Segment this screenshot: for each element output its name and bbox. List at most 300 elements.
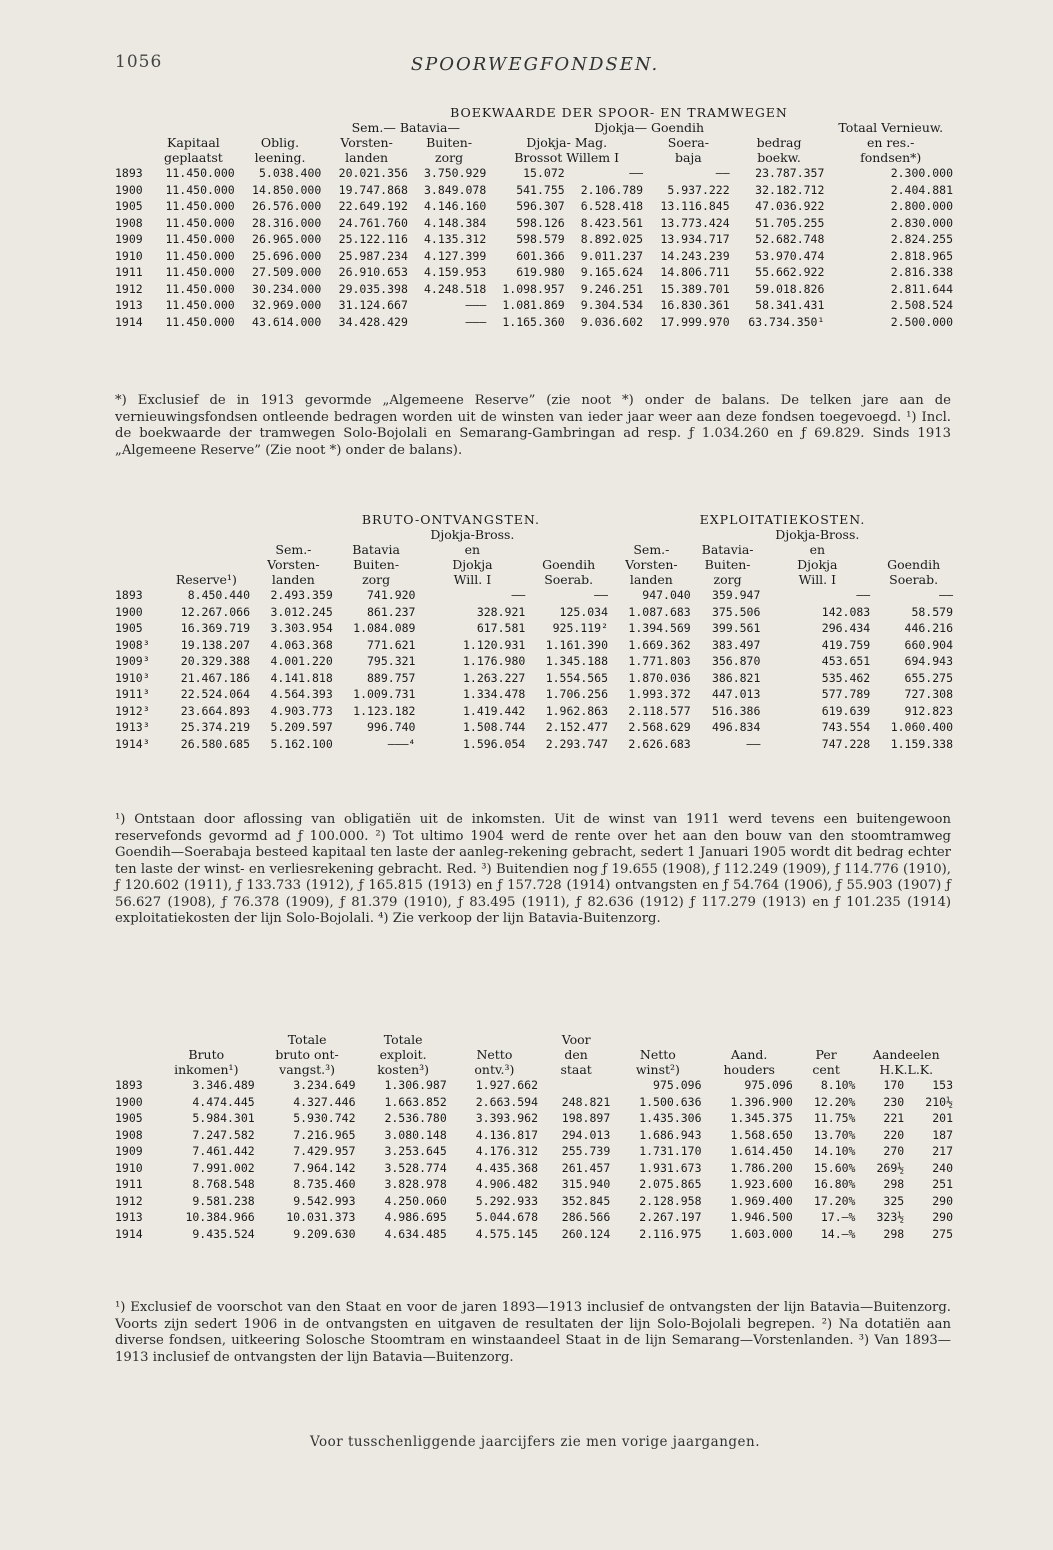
value-cell: 3.828.978 (384, 1177, 447, 1191)
column-header: Netto (476, 1047, 513, 1062)
value-cell: 2.663.594 (475, 1094, 539, 1109)
value-cell: 861.237 (367, 604, 416, 619)
value-cell: 26.576.000 (252, 199, 322, 213)
table1-caption: BOEKWAARDE DER SPOOR- EN TRAMWEGEN (450, 105, 788, 120)
page-header (115, 52, 955, 82)
column-header: en (809, 542, 826, 557)
column-header (527, 542, 610, 557)
value-cell: 9.209.630 (293, 1226, 356, 1241)
table3-header-row (115, 1032, 955, 1047)
table-row (115, 165, 955, 182)
value-cell: 9.246.251 (580, 281, 644, 296)
value-cell: 535.462 (821, 670, 871, 685)
value-cell: 1.786.200 (730, 1160, 793, 1175)
value-cell: 20.021.356 (338, 166, 408, 180)
value-cell: 1.334.478 (462, 687, 526, 701)
table-row (115, 703, 955, 720)
column-header: geplaatst (164, 150, 223, 165)
table-row (115, 198, 955, 215)
value-cell: 1.923.600 (730, 1177, 793, 1191)
column-header (252, 527, 335, 542)
value-cell: 13.773.424 (660, 215, 730, 230)
footer-note: Voor tusschenliggende jaarcijfers zie men vorige jaargangen. (309, 1434, 761, 1450)
table-row (115, 1160, 955, 1177)
value-cell: 947.040 (642, 588, 691, 602)
value-cell: 617.581 (476, 621, 526, 635)
value-cell: 22.524.064 (180, 687, 251, 701)
value-cell: ——— (465, 314, 487, 329)
table3-footnote: ¹) Exclusief de voorschot van den Staat en voor de jaren 1893—1913 inclusief de ontvangsten der lijn Batavia—Buitenzorg. Voorts zijn sedert 1906 in de ontvangsten en uitgaven de resultaten der lijn Solo-Bojolali begrepen. ²) Na dotatiën aan diverse fondsen, uitkeering Solosche Stoomtram en winstaandeel Staat in de lijn Semarang—Vorstenlanden. ³) Van 1893—1913 inclusief de ontvangsten der lijn Batavia—Buitenzorg. (115, 1300, 951, 1365)
table-row (115, 314, 955, 331)
value-cell: 15.60% (813, 1160, 856, 1175)
value-cell: 11.450.000 (165, 314, 235, 329)
value-cell: 4.063.368 (270, 637, 333, 652)
value-cell: 771.621 (367, 637, 416, 652)
year-cell: 1910 (115, 248, 143, 263)
column-header: Goendih (887, 557, 941, 572)
value-cell: 201 (932, 1111, 953, 1125)
value-cell: 22.649.192 (338, 199, 408, 213)
value-cell: 2.116.975 (639, 1226, 702, 1241)
value-cell: 7.429.957 (293, 1144, 356, 1158)
value-cell: 26.965.000 (252, 232, 322, 246)
value-cell: 1.993.372 (628, 687, 691, 701)
value-cell: 2.118.577 (628, 703, 691, 718)
column-header: Sem.- (633, 542, 670, 557)
value-cell: 11.450.000 (165, 248, 235, 263)
value-cell: 741.920 (367, 588, 416, 602)
column-header: bruto ont- (275, 1047, 339, 1062)
value-cell: 8.10% (820, 1078, 856, 1092)
value-cell: 3.528.774 (384, 1160, 447, 1175)
table2-header-row (115, 542, 955, 557)
value-cell: 1.306.987 (384, 1078, 447, 1092)
value-cell: 14.10% (813, 1144, 856, 1158)
column-header: boekw. (757, 150, 801, 165)
value-cell: 220 (883, 1127, 905, 1142)
column-header: landen (629, 572, 673, 587)
value-cell: 1.120.931 (462, 637, 526, 652)
column-header (612, 1032, 703, 1047)
value-cell: 13.70% (813, 1127, 856, 1142)
value-cell: 889.757 (367, 670, 416, 685)
value-cell: 541.755 (516, 182, 565, 197)
value-cell: 59.018.826 (755, 281, 825, 296)
value-cell: 446.216 (904, 621, 953, 635)
value-cell: 1.263.227 (462, 670, 526, 685)
column-header: leening. (254, 150, 306, 165)
value-cell: 2.508.524 (890, 298, 953, 312)
table-row (115, 587, 955, 604)
value-cell: 2.536.780 (384, 1111, 447, 1125)
value-cell: 655.275 (904, 670, 953, 685)
column-header: Totaal Vernieuw. (838, 120, 944, 135)
table2-header-row (115, 527, 955, 542)
year-cell: 1908³ (115, 637, 150, 652)
value-cell: 290 (932, 1193, 953, 1208)
value-cell: 11.450.000 (165, 182, 235, 197)
table-row (115, 1110, 955, 1127)
year-cell: 1893 (115, 166, 143, 180)
value-cell: 399.561 (711, 621, 761, 635)
value-cell: 125.034 (559, 604, 609, 619)
year-cell: 1905 (115, 1111, 143, 1125)
column-header: Buiten- (353, 557, 400, 572)
column-header: Buiten- (426, 135, 473, 150)
column-header (795, 1032, 858, 1047)
value-cell: 1.614.450 (730, 1144, 793, 1158)
value-cell: 9.304.534 (580, 298, 644, 312)
column-header: Oblig. (260, 135, 300, 150)
value-cell: 359.947 (711, 588, 761, 602)
table-row (115, 1094, 955, 1111)
column-header: Batavia- (701, 542, 754, 557)
value-cell: 10.031.373 (286, 1210, 356, 1224)
table-row (115, 182, 955, 199)
value-cell: 2.830.000 (890, 215, 953, 230)
value-cell: 4.250.060 (384, 1193, 447, 1208)
value-cell: 16.80% (813, 1177, 856, 1191)
value-cell: 32.182.712 (755, 182, 825, 197)
value-cell: 142.083 (821, 604, 871, 619)
table1-header-row (115, 135, 955, 150)
value-cell: 26.580.685 (180, 736, 251, 751)
value-cell: 6.528.418 (580, 199, 644, 213)
value-cell: 3.080.148 (384, 1127, 447, 1142)
value-cell: 1.500.636 (639, 1094, 702, 1109)
value-cell: 9.435.524 (192, 1226, 255, 1241)
table-row (115, 1143, 955, 1160)
column-header (704, 1032, 795, 1047)
value-cell: 2.404.881 (890, 182, 953, 197)
value-cell: 2.300.000 (890, 166, 953, 180)
value-cell: 5.937.222 (667, 182, 730, 197)
value-cell: 5.292.933 (475, 1193, 539, 1208)
column-header: H.K.L.K. (879, 1062, 934, 1077)
column-header: Kapitaal (167, 135, 220, 150)
value-cell: 4.127.399 (423, 248, 487, 263)
value-cell: 298 (883, 1177, 905, 1191)
value-cell: 4.564.393 (270, 687, 333, 701)
value-cell: 2.816.338 (890, 265, 953, 279)
value-cell: 3.012.245 (270, 604, 333, 619)
value-cell: 3.234.649 (293, 1078, 356, 1092)
value-cell: 375.506 (711, 604, 761, 619)
value-cell: 4.906.482 (475, 1177, 539, 1191)
value-cell: 1.931.673 (639, 1160, 702, 1175)
year-cell: 1909 (115, 232, 143, 246)
value-cell: 3.393.962 (475, 1111, 539, 1125)
value-cell: 4.634.485 (384, 1226, 447, 1241)
column-header (115, 527, 161, 542)
value-cell: 7.461.442 (192, 1144, 255, 1158)
column-header (857, 1032, 955, 1047)
value-cell: 4.001.220 (270, 654, 333, 668)
value-cell (540, 1077, 612, 1094)
value-cell: 2.626.683 (628, 736, 691, 751)
year-cell: 1912 (115, 281, 143, 296)
value-cell: 4.903.773 (270, 703, 333, 718)
table2-footnote: ¹) Ontstaan door aflossing van obligatiën uit de inkomsten. Uit de winst van 1911 werd tevens een buitengewoon reservefonds gevormd ad ƒ 100.000. ²) Tot ultimo 1904 werd de rente over het aan den bouw van den stoomtramweg Goendih—Soerabaja besteed kapitaal ten laste der aanleg-rekening gebracht, sedert 1 Januari 1905 wordt dit bedrag echter ten laste der winst- en verliesrekening gebracht. Red. ³) Buitendien nog ƒ 19.655 (1908), ƒ 112.249 (1909), ƒ 114.776 (1910), ƒ 120.602 (1911), ƒ 133.733 (1912), ƒ 165.815 (1913) en ƒ 157.728 (1914) ontvangsten en ƒ 54.764 (1906), ƒ 55.903 (1907) ƒ 56.627 (1908), ƒ 76.378 (1909), ƒ 81.379 (1910), ƒ 83.495 (1911), ƒ 82.636 (1912) ƒ 117.279 (1913) en ƒ 101.235 (1914) exploitatiekosten der lijn Solo-Bojolali. ⁴) Zie verkoop der lijn Batavia-Buitenzorg. (115, 812, 951, 926)
value-cell: 294.013 (561, 1127, 611, 1142)
value-cell: 596.307 (516, 199, 565, 213)
value-cell: 996.740 (367, 720, 416, 734)
value-cell: 1.345.188 (545, 654, 609, 668)
column-header (610, 527, 693, 542)
value-cell: 14.850.000 (252, 182, 322, 197)
value-cell: 261.457 (561, 1160, 611, 1175)
value-cell: 23.664.893 (180, 703, 251, 718)
value-cell: 16.369.719 (180, 621, 251, 635)
value-cell: 28.316.000 (252, 215, 322, 230)
column-header: en (464, 542, 481, 557)
value-cell: 15.072 (523, 166, 565, 180)
year-cell: 1909³ (115, 654, 150, 668)
value-cell: 2.293.747 (545, 736, 609, 751)
value-cell: 11.450.000 (165, 166, 235, 180)
value-cell: ———⁴ (387, 736, 416, 751)
value-cell: 694.943 (904, 654, 953, 668)
value-cell: 63.734.350¹ (748, 314, 825, 329)
value-cell: 1.165.360 (502, 314, 565, 329)
table-row (115, 736, 955, 753)
value-cell: 1.419.442 (462, 703, 526, 718)
value-cell: 55.662.922 (755, 265, 825, 279)
value-cell: 17.20% (813, 1193, 856, 1208)
value-cell: 221 (883, 1111, 905, 1125)
column-header (115, 1062, 156, 1077)
column-header: exploit. (379, 1047, 427, 1062)
value-cell: 153 (932, 1078, 953, 1092)
year-cell: 1914³ (115, 736, 150, 751)
value-cell: 325 (883, 1193, 905, 1208)
value-cell: 4.135.312 (423, 232, 487, 246)
table-row (115, 1176, 955, 1193)
table-row (115, 248, 955, 265)
column-header: zorg (435, 150, 464, 165)
table-row (115, 215, 955, 232)
value-cell: 1.159.338 (890, 736, 953, 751)
value-cell: 25.987.234 (338, 248, 408, 263)
column-header (872, 527, 955, 542)
value-cell: —— (511, 588, 526, 602)
value-cell: 315.940 (561, 1177, 611, 1191)
value-cell: 1.962.863 (545, 703, 609, 718)
column-header: Totale (287, 1032, 327, 1047)
value-cell: 1.603.000 (730, 1226, 793, 1241)
value-cell: 619.980 (516, 265, 565, 279)
value-cell: 660.904 (904, 637, 953, 652)
value-cell: —— (629, 166, 644, 180)
column-header (732, 120, 827, 135)
value-cell: 19.138.207 (180, 637, 251, 652)
column-header: Djokja— Goendih (594, 120, 705, 135)
column-header (237, 120, 324, 135)
value-cell: 3.253.645 (384, 1144, 447, 1158)
column-header: inkomen¹) (174, 1062, 239, 1077)
value-cell: 2.824.255 (890, 232, 953, 246)
column-header: Vorsten- (625, 557, 678, 572)
value-cell: 1.706.256 (545, 687, 609, 701)
value-cell: 11.450.000 (165, 265, 235, 279)
column-header: Will. I (798, 572, 837, 587)
table1-header-row (115, 120, 955, 135)
table2-body (115, 587, 955, 752)
table-row (115, 281, 955, 298)
column-header (115, 120, 150, 135)
year-cell: 1912 (115, 1193, 143, 1208)
table1-header-row (115, 150, 955, 165)
value-cell: 2.500.000 (890, 314, 953, 329)
value-cell: 2.818.965 (890, 248, 953, 263)
column-header: Djokja-Bross. (430, 527, 515, 542)
value-cell: 58.341.431 (755, 298, 825, 312)
column-header: winst²) (635, 1062, 680, 1077)
value-cell: 17.999.970 (660, 314, 730, 329)
value-cell: 52.682.748 (755, 232, 825, 246)
value-cell: 1.161.390 (545, 637, 609, 652)
year-cell: 1913 (115, 1210, 143, 1224)
value-cell: 198.897 (561, 1111, 611, 1125)
column-header: houders (723, 1062, 775, 1077)
year-cell: 1908 (115, 215, 143, 230)
value-cell: 11.450.000 (165, 281, 235, 296)
value-cell: 8.450.440 (187, 588, 251, 602)
column-header: landen (345, 150, 389, 165)
value-cell: —— (715, 166, 730, 180)
table3-body (115, 1077, 955, 1242)
value-cell: 20.329.388 (180, 654, 251, 668)
value-cell: 2.568.629 (628, 720, 691, 734)
year-cell: 1912³ (115, 703, 150, 718)
column-header (527, 527, 610, 542)
table2-caption-left: BRUTO-ONTVANGSTEN. (361, 512, 541, 527)
column-header: en res.- (867, 135, 915, 150)
column-header (115, 557, 161, 572)
value-cell: 170 (883, 1078, 905, 1092)
column-header: Goendih (542, 557, 596, 572)
value-cell: 5.209.597 (270, 720, 333, 734)
value-cell: 577.789 (821, 687, 871, 701)
value-cell: 8.735.460 (293, 1177, 356, 1191)
table-row (115, 1127, 955, 1144)
value-cell: 323½ (876, 1210, 905, 1224)
value-cell: 1.123.182 (353, 703, 416, 718)
value-cell: 8.423.561 (580, 215, 644, 230)
value-cell: 11.450.000 (165, 215, 235, 230)
table-row (115, 719, 955, 736)
column-header: zorg (362, 572, 391, 587)
value-cell: 248.821 (561, 1094, 611, 1109)
column-header: Soerab. (889, 572, 939, 587)
value-cell: 1.771.803 (628, 654, 691, 668)
table-row (115, 686, 955, 703)
value-cell: 2.106.789 (580, 182, 644, 197)
value-cell: 2.267.197 (639, 1210, 702, 1224)
value-cell: 1.508.744 (462, 720, 526, 734)
value-cell: 24.761.760 (338, 215, 408, 230)
value-cell: 9.011.237 (580, 248, 644, 263)
value-cell: 2.128.958 (639, 1193, 702, 1208)
value-cell: 1.554.565 (545, 670, 609, 685)
column-header: Reserve¹) (175, 572, 237, 587)
value-cell: 4.148.384 (423, 215, 487, 230)
value-cell: 1.927.662 (475, 1078, 539, 1092)
column-header: bedrag (756, 135, 802, 150)
value-cell: 4.146.160 (423, 199, 487, 213)
value-cell: 29.035.398 (338, 281, 408, 296)
value-cell: 51.705.255 (755, 215, 825, 230)
value-cell: 1.870.036 (628, 670, 691, 685)
column-header (150, 120, 237, 135)
table-row (115, 1193, 955, 1210)
value-cell: 255.739 (561, 1144, 611, 1158)
value-cell: 9.581.238 (192, 1193, 255, 1208)
value-cell: 383.497 (711, 637, 761, 652)
value-cell: 30.234.000 (252, 281, 322, 296)
value-cell: 4.327.446 (293, 1094, 356, 1109)
column-header: Buiten- (704, 557, 751, 572)
value-cell: 11.450.000 (165, 199, 235, 213)
value-cell: 1.669.362 (628, 637, 691, 652)
value-cell: 5.930.742 (293, 1111, 356, 1125)
column-header: Vorsten- (340, 135, 393, 150)
table-row (115, 637, 955, 654)
table-row (115, 1077, 955, 1094)
column-header (156, 1032, 257, 1047)
year-cell: 1908 (115, 1127, 143, 1142)
value-cell: 598.579 (516, 232, 565, 246)
column-header: Netto (639, 1047, 676, 1062)
value-cell: 8.768.548 (192, 1177, 255, 1191)
value-cell: 4.159.953 (423, 265, 487, 279)
column-header: Djokja (452, 557, 493, 572)
column-header (115, 135, 150, 150)
value-cell: 7.991.002 (192, 1160, 255, 1175)
value-cell: 1.686.943 (639, 1127, 702, 1142)
value-cell: 453.651 (821, 654, 871, 668)
value-cell: 1.435.306 (639, 1111, 702, 1125)
value-cell: 1.568.650 (730, 1127, 793, 1142)
column-header: fondsen*) (860, 150, 922, 165)
value-cell: 516.386 (711, 703, 761, 718)
value-cell: 352.845 (561, 1193, 611, 1208)
value-cell: 11.450.000 (165, 298, 235, 312)
value-cell: 26.910.653 (338, 265, 408, 279)
table-row (115, 620, 955, 637)
column-header (488, 120, 566, 135)
value-cell: 270 (883, 1144, 905, 1158)
value-cell: 9.036.602 (580, 314, 644, 329)
value-cell: 1.060.400 (890, 720, 953, 734)
page-number: 1056 (115, 52, 163, 72)
value-cell: 912.823 (904, 703, 953, 718)
page-title: SPOORWEGFONDSEN. (410, 54, 660, 75)
value-cell: 19.747.868 (338, 182, 408, 197)
table-row (115, 231, 955, 248)
value-cell: 17.—% (820, 1210, 856, 1224)
year-cell: 1900 (115, 182, 143, 197)
column-header: vangst.³) (279, 1062, 336, 1077)
value-cell: 3.303.954 (270, 621, 333, 635)
column-header: landen (271, 572, 315, 587)
table2-caption-right: EXPLOITATIEKOSTEN. (699, 512, 866, 527)
year-cell: 1893 (115, 1078, 143, 1092)
book-value-table (115, 105, 955, 330)
column-header (115, 150, 150, 165)
value-cell: 9.542.993 (293, 1193, 356, 1208)
year-cell: 1909 (115, 1144, 143, 1158)
